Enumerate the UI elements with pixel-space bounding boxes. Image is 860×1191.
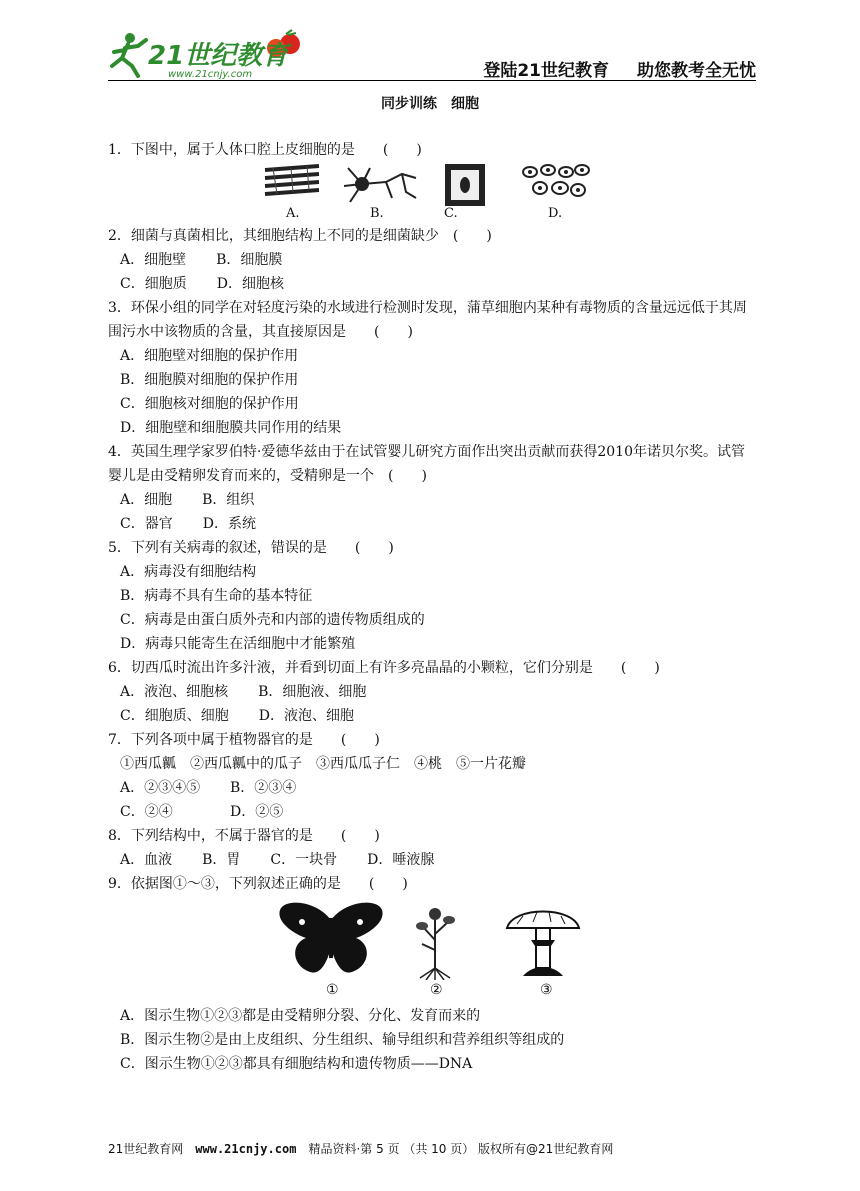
question-9-stem: 9．依据图①～③，下列叙述正确的是 ( ) (108, 876, 408, 892)
epithelial-cells-figure (520, 162, 592, 202)
option[interactable]: D．液泡、细胞 (258, 708, 354, 724)
question-6-options-row-1 (108, 680, 758, 704)
option[interactable]: C．②④ (120, 804, 173, 820)
figure-label-1: ① (326, 982, 339, 998)
option[interactable]: B．细胞膜对细胞的保护作用 (120, 372, 299, 388)
option[interactable]: D．细胞核 (216, 276, 284, 292)
muscle-cells-figure (263, 162, 321, 202)
figure-label-2: ② (430, 982, 443, 998)
footer-org: 21世纪教育网 (108, 1142, 184, 1156)
slogan-left: 登陆21世纪教育 (483, 61, 609, 81)
option[interactable]: C．病毒是由蛋白质外壳和内部的遗传物质组成的 (120, 612, 425, 628)
footer-page-info: 精品资料·第 5 页 （共 10 页） 版权所有@21世纪教育网 (308, 1142, 614, 1156)
question-1-figure (108, 162, 758, 224)
question-9-figure (108, 900, 758, 1004)
question-2-options-row-2 (108, 272, 758, 296)
logo-url: www.21cnjy.com (168, 69, 253, 80)
option[interactable]: C．图示生物①②③都具有细胞结构和遗传物质——DNA (120, 1056, 473, 1072)
plant-cell-figure (443, 162, 487, 208)
question-8-stem: 8．下列结构中，不属于器官的是 ( ) (108, 828, 380, 844)
figure-label-b: B. (370, 206, 384, 221)
option[interactable]: C．器官 (120, 516, 173, 532)
option[interactable]: C．细胞质、细胞 (120, 708, 229, 724)
logo-figure-head-icon (125, 33, 135, 43)
question-2-stem: 2．细菌与真菌相比，其细胞结构上不同的是细菌缺少 ( ) (108, 228, 492, 244)
option[interactable]: A．细胞 (120, 492, 173, 508)
option[interactable]: D．病毒只能寄生在活细胞中才能繁殖 (120, 636, 356, 652)
logo (108, 28, 308, 80)
option[interactable]: A．图示生物①②③都是由受精卵分裂、分化、发育而来的 (120, 1008, 481, 1024)
question-5-stem: 5．下列有关病毒的叙述，错误的是 ( ) (108, 540, 394, 556)
figure-label-3: ③ (540, 982, 553, 998)
plant-figure (410, 900, 460, 980)
running-figure-icon (112, 40, 146, 76)
question-4-options-row-2 (108, 512, 758, 536)
question-list (108, 138, 758, 1076)
mushroom-figure (503, 900, 583, 980)
footer-site-link[interactable]: www.21cnjy.com (195, 1142, 297, 1156)
question-7-stem: 7．下列各项中属于植物器官的是 ( ) (108, 732, 380, 748)
option[interactable]: A．细胞壁 (120, 252, 187, 268)
figure-label-d: D. (548, 206, 563, 221)
header-slogan (455, 56, 756, 81)
option[interactable]: A．血液 (120, 852, 173, 868)
logo-text: 21世纪教育 (148, 41, 289, 71)
page-header (108, 28, 756, 86)
question-7-items: ①西瓜瓤 ②西瓜瓤中的瓜子 ③西瓜瓜子仁 ④桃 ⑤一片花瓣 (120, 756, 526, 772)
header-divider (108, 80, 756, 81)
option[interactable]: C．细胞质 (120, 276, 187, 292)
option[interactable]: A．细胞壁对细胞的保护作用 (120, 348, 299, 364)
question-8-options (108, 848, 758, 872)
option[interactable]: B．图示生物②是由上皮组织、分生组织、输导组织和营养组织等组成的 (120, 1032, 565, 1048)
question-4-options-row-1 (108, 488, 758, 512)
page-footer (108, 1140, 758, 1157)
option[interactable]: D．唾液腺 (367, 852, 435, 868)
option[interactable]: A．②③④⑤ (120, 780, 201, 796)
nerve-cell-figure (340, 162, 420, 206)
figure-label-c: C. (444, 206, 458, 221)
option[interactable]: D．②⑤ (230, 804, 284, 820)
option[interactable]: B．病毒不具有生命的基本特征 (120, 588, 313, 604)
butterfly-figure (276, 900, 386, 980)
option[interactable]: C．细胞核对细胞的保护作用 (120, 396, 299, 412)
question-3-stem: 3．环保小组的同学在对轻度污染的水域进行检测时发现，蒲草细胞内某种有毒物质的含量远远低于其周围污水中该物质的含量，其直接原因是 ( ) (108, 300, 747, 340)
option[interactable]: C．一块骨 (270, 852, 338, 868)
slogan-right: 助您教考全无忧 (637, 61, 756, 81)
question-7-options-row-1 (108, 776, 758, 800)
option[interactable]: B．细胞膜 (216, 252, 283, 268)
option[interactable]: B．胃 (202, 852, 241, 868)
option[interactable]: D．细胞壁和细胞膜共同作用的结果 (120, 420, 342, 436)
question-6-stem: 6．切西瓜时流出许多汁液，并看到切面上有许多亮晶晶的小颗粒，它们分别是 ( ) (108, 660, 660, 676)
option[interactable]: B．细胞液、细胞 (258, 684, 367, 700)
question-1-stem: 1．下图中，属于人体口腔上皮细胞的是 ( ) (108, 142, 422, 158)
option[interactable]: B．②③④ (230, 780, 297, 796)
option[interactable]: D．系统 (202, 516, 256, 532)
option[interactable]: A．病毒没有细胞结构 (120, 564, 257, 580)
question-4-stem: 4．英国生理学家罗伯特·爱德华兹由于在试管婴儿研究方面作出突出贡献而获得2010年诺贝尔奖。试管婴儿是由受精卵发育而来的，受精卵是一个 ( ) (108, 444, 745, 484)
option[interactable]: B．组织 (202, 492, 255, 508)
figure-label-a: A. (286, 206, 300, 221)
page-title: 同步训练 细胞 (381, 96, 479, 112)
question-7-options-row-2 (108, 800, 758, 824)
question-6-options-row-2 (108, 704, 758, 728)
option[interactable]: A．液泡、细胞核 (120, 684, 229, 700)
question-2-options-row-1 (108, 248, 758, 272)
